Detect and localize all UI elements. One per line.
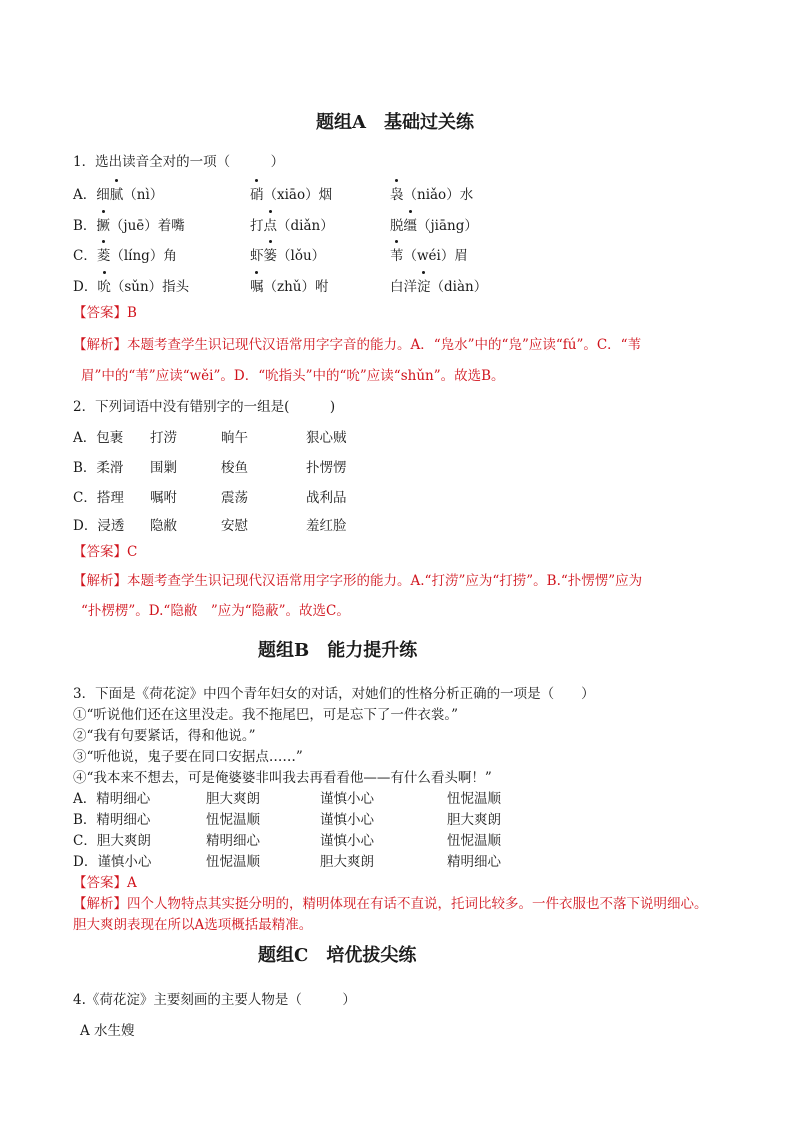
q1-cell-pinyin: （diǎn） (277, 218, 334, 234)
question-1-analysis-line-2: 眉”中的“苇”应读“wěi”。D．“吮指头”中的“吮”应读“shǔn”。故选B。 (81, 368, 505, 384)
q2-option-cell: D．浸透 (73, 518, 125, 534)
q3-option-cell: C．胆大爽朗 (73, 833, 151, 849)
q3-option-cell: 忸怩温顺 (447, 791, 501, 807)
question-3-analysis-line-1: 【解析】四个人物特点其实挺分明的，精明体现在有话不直说，托词比较多。一件衣服也不落下说明细心。 (73, 896, 708, 912)
question-4-option-a: A 水生嫂 (80, 1023, 135, 1039)
question-1-analysis-line-1: 【解析】本题考查学生识记现代汉语常用字字音的能力。A．“凫水”中的“凫”应读“fú”。C．“苇 (73, 337, 642, 353)
q1-option-cell (390, 244, 468, 264)
q2-option-cell: 羞红脸 (306, 518, 347, 534)
q2-option-cell: B．柔滑 (73, 460, 124, 476)
question-2-analysis-line-2: “扑楞楞”。D.“隐敝 ”应为“隐蔽”。故选C。 (81, 603, 350, 619)
question-2-answer: 【答案】C (73, 544, 138, 560)
q1-dotted-character: 淀 (417, 275, 431, 295)
q1-cell-pinyin: （lǒu） (277, 248, 326, 264)
q3-option-cell: 谨慎小心 (320, 812, 374, 828)
q2-option-cell: 梭鱼 (221, 460, 248, 476)
question-3-quote-4: ④“我本来不想去，可是俺婆婆非叫我去再看看他——有什么看头啊！” (73, 770, 492, 786)
q1-option-cell (390, 183, 473, 203)
q1-cell-prefix: 脱 (390, 218, 404, 234)
q1-option-cell (73, 214, 185, 234)
question-3-quote-3: ③“听他说，鬼子要在同口安据点……” (73, 749, 303, 765)
q1-dotted-character: 袅 (390, 183, 404, 203)
question-3-stem: 3．下面是《荷花淀》中四个青年妇女的对话，对她们的性格分析正确的一项是（ ） (73, 686, 595, 702)
q1-option-cell (390, 214, 478, 234)
question-2-analysis-line-1: 【解析】本题考查学生识记现代汉语常用字字形的能力。A.“打涝”应为“打捞”。B.“扑愣愣”应为 (73, 573, 643, 589)
q3-option-cell: A．精明细心 (73, 791, 151, 807)
q1-option-cell (250, 183, 332, 203)
q1-cell-prefix: A．细 (73, 187, 110, 203)
q2-option-cell: 晌午 (221, 430, 248, 446)
q1-dotted-character: 腻 (110, 183, 124, 203)
q1-option-cell (73, 183, 163, 203)
q2-option-cell: 安慰 (221, 518, 248, 534)
q1-dotted-character: 硝 (250, 183, 264, 203)
q1-cell-pinyin: （líng）角 (110, 248, 177, 264)
q1-cell-pinyin: （diàn） (430, 279, 488, 295)
q1-option-cell (73, 244, 177, 264)
q3-option-cell: 忸怩温顺 (447, 833, 501, 849)
q1-cell-prefix: D． (73, 279, 98, 295)
q3-option-cell: 胆大爽朗 (206, 791, 260, 807)
question-3-quote-1: ①“听说他们还在这里没走。我不拖尾巴，可是忘下了一件衣裳。” (73, 707, 459, 723)
q2-option-cell: 狠心贼 (306, 430, 347, 446)
question-4-stem: 4.《荷花淀》主要刻画的主要人物是（ ） (73, 992, 356, 1008)
q1-option-cell (250, 214, 334, 234)
q3-option-cell: 忸怩温顺 (206, 854, 260, 870)
q3-option-cell: 精明细心 (447, 854, 501, 870)
q1-dotted-character: 篓 (264, 244, 278, 264)
q2-option-cell: 震荡 (221, 490, 248, 506)
q1-cell-prefix: C． (73, 248, 97, 264)
q3-option-cell: 谨慎小心 (320, 833, 374, 849)
question-3-answer: 【答案】A (73, 875, 137, 891)
q2-option-cell: A．包裹 (73, 430, 124, 446)
q1-cell-pinyin: （nì） (123, 187, 164, 203)
question-3-quote-2: ②“我有句要紧话，得和他说。” (73, 728, 256, 744)
question-2-stem: 2．下列词语中没有错别字的一组是( ) (73, 399, 336, 415)
q1-cell-prefix: 白洋 (390, 279, 417, 295)
q3-option-cell: B．精明细心 (73, 812, 151, 828)
question-1-stem: 1．选出读音全对的一项（ ） (73, 154, 285, 170)
q1-cell-pinyin: （sǔn）指头 (110, 279, 190, 295)
q1-option-cell (250, 244, 325, 264)
q1-cell-pinyin: （wéi）眉 (403, 248, 468, 264)
q2-option-cell: 扑愣愣 (306, 460, 347, 476)
q1-cell-pinyin: （xiāo）烟 (263, 187, 333, 203)
q3-option-cell: 胆大爽朗 (447, 812, 501, 828)
q1-dotted-character: 点 (264, 214, 278, 234)
q2-option-cell: 战利品 (306, 490, 347, 506)
q2-option-cell: 隐敝 (150, 518, 177, 534)
q1-dotted-character: 苇 (390, 244, 404, 264)
q3-option-cell: 谨慎小心 (320, 791, 374, 807)
q1-option-cell (250, 275, 329, 295)
q1-cell-prefix: B． (73, 218, 97, 234)
q1-cell-pinyin: （jiāng） (417, 218, 478, 234)
question-1-answer: 【答案】B (73, 305, 137, 321)
q2-option-cell: 嘱咐 (150, 490, 177, 506)
q1-dotted-character: 吮 (97, 275, 111, 295)
q1-dotted-character: 撅 (96, 214, 110, 234)
q3-option-cell: 精明细心 (206, 833, 260, 849)
section-title-group-a: 题组A 基础过关练 (316, 112, 474, 133)
section-title-group-c: 题组C 培优拔尖练 (258, 945, 417, 966)
q1-dotted-character: 菱 (97, 244, 111, 264)
q1-option-cell (390, 275, 487, 295)
section-title-group-b: 题组B 能力提升练 (258, 640, 418, 661)
q1-cell-pinyin: （juē）着嘴 (109, 218, 185, 234)
q1-cell-prefix: 虾 (250, 248, 264, 264)
q1-option-cell (73, 275, 189, 295)
q1-dotted-character: 嘱 (250, 275, 264, 295)
q1-cell-pinyin: （niǎo）水 (403, 187, 474, 203)
q3-option-cell: 胆大爽朗 (320, 854, 374, 870)
q2-option-cell: C．搭理 (73, 490, 124, 506)
q1-dotted-character: 缰 (404, 214, 418, 234)
q2-option-cell: 打涝 (150, 430, 177, 446)
q1-cell-pinyin: （zhǔ）咐 (263, 279, 329, 295)
q2-option-cell: 围剿 (150, 460, 177, 476)
question-3-analysis-line-2: 胆大爽朗表现在所以A选项概括最精准。 (73, 917, 313, 933)
q3-option-cell: D．谨慎小心 (73, 854, 152, 870)
q1-cell-prefix: 打 (250, 218, 264, 234)
q3-option-cell: 忸怩温顺 (206, 812, 260, 828)
